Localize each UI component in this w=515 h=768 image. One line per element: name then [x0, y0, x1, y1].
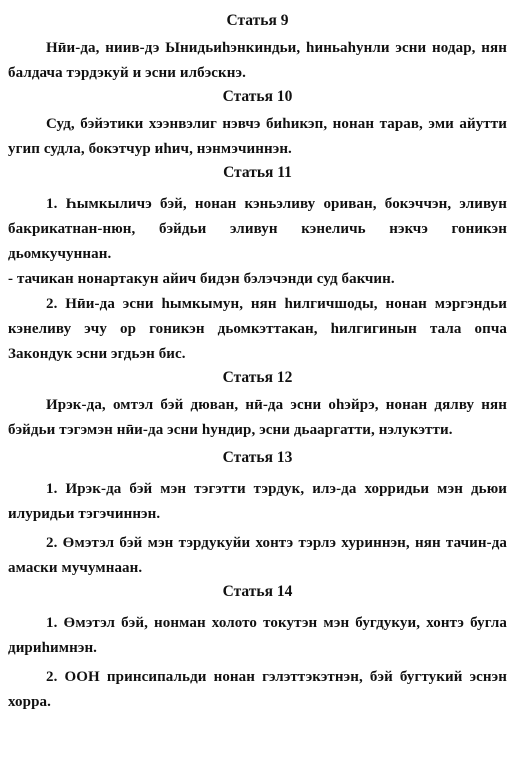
- article-paragraph: 1. Ирэк-да бэй мэн тэгэтти тэрдук, илэ-да хорридьи мэн дьюи илуридьи тэгэчиннэн.: [8, 481, 507, 522]
- article-paragraph: Суд, бэйэтики хээнвэлиг нэвчэ биһикэп, нонан тарав, эми айутти угип судла, бокэтчур иһич, нэнмэчиннэн.: [8, 116, 507, 157]
- article-14: [8, 581, 507, 715]
- article-heading: Статья 9: [226, 12, 289, 29]
- article-heading: Статья 10: [222, 88, 293, 105]
- article-heading: Статья 11: [223, 164, 292, 181]
- article-paragraph: 2. ООН принсипальди нонан гэлэттэкэтнэн, бэй бугтукий эснэн хорра.: [8, 669, 507, 710]
- article-paragraph: 1. Өмэтэл бэй, нонман холото токутэн мэн бугдукуи, хонтэ бугла дириһимнэн.: [8, 615, 507, 656]
- article-heading: Статья 14: [222, 583, 293, 600]
- article-paragraph: 1. Һымкыличэ бэй, нонан кэньэливу ориван, бокэччэн, эливун бакрикатнан-нюн, бэйдьи эливун кэнеличь нэкчэ гоникэн дьомкучуннан.: [8, 196, 507, 262]
- article-heading: Статья 13: [222, 449, 293, 466]
- article-12: [8, 367, 507, 443]
- article-13: [8, 443, 507, 581]
- article-heading: Статья 12: [222, 369, 293, 386]
- article-paragraph: Ирэк-да, омтэл бэй дюван, нӣ-да эсни оһэйрэ, нонан дялву нян бэйдьи тэгэмэн нӣи-да эсни һундир, эсни дьааргатти, нэлукэтти.: [8, 397, 507, 438]
- article-9: [8, 10, 507, 86]
- article-paragraph: 2. Нӣи-да эсни һымкымун, нян һилгичшоды, нонан мэргэндьи кэнеливу эчу ор гоникэн дьомкэттакан, һилгигинын тала опча Закондук эсни эгдьэн бис.: [8, 296, 507, 362]
- article-paragraph: Нӣи-да, ниив-дэ Ынидьиһэнкиндьи, һиньаһунли эсни нодар, нян балдача тэрдэкуй и эсни илбэскнэ.: [8, 40, 507, 81]
- article-paragraph: - тачикан нонартакун айич бидэн бэлэчэнди суд бакчин.: [8, 271, 395, 287]
- article-10: [8, 86, 507, 162]
- article-paragraph: 2. Өмэтэл бэй мэн тэрдукуйи хонтэ тэрлэ хуриннэн, нян тачин-да амаски мучумнаан.: [8, 535, 507, 576]
- article-11: [8, 162, 507, 367]
